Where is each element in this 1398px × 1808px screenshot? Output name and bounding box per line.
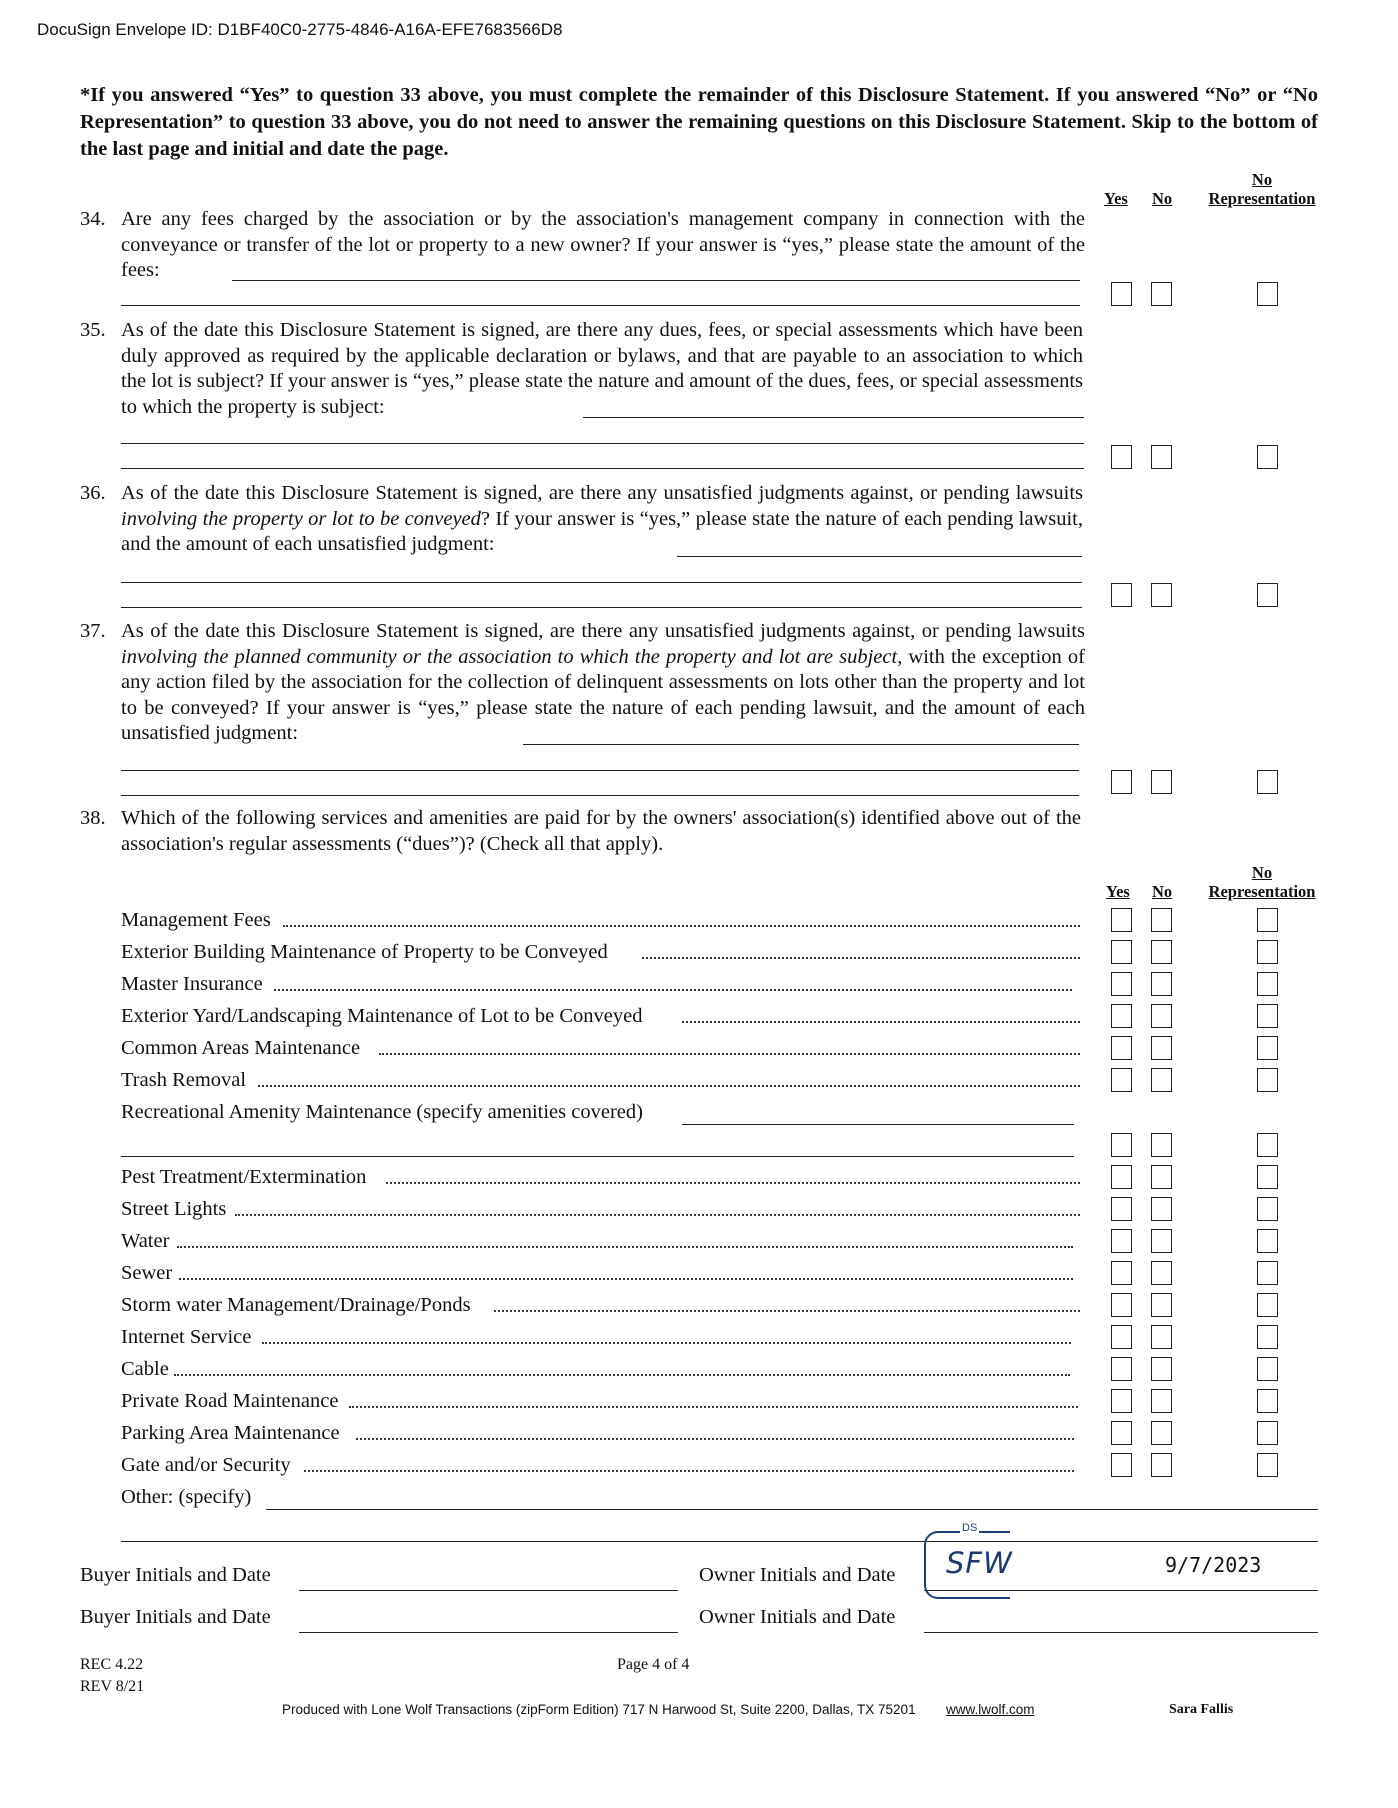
amenity-no-checkbox[interactable]	[1151, 1229, 1172, 1253]
amenity-no-rep-checkbox[interactable]	[1257, 1197, 1278, 1221]
amenity-label: Internet Service	[121, 1326, 252, 1348]
specify-line	[121, 1156, 1074, 1157]
answer-line	[121, 770, 1079, 771]
amenity-yes-checkbox[interactable]	[1111, 1229, 1132, 1253]
amenity-no-rep-checkbox[interactable]	[1257, 1357, 1278, 1381]
answer-line	[121, 305, 1080, 306]
dot-leader	[179, 1278, 1073, 1280]
amenity-label: Private Road Maintenance	[121, 1390, 339, 1412]
dot-leader	[174, 1374, 1070, 1376]
dot-leader	[177, 1246, 1073, 1248]
amenity-no-checkbox[interactable]	[1151, 1325, 1172, 1349]
q34-yes-checkbox[interactable]	[1111, 282, 1132, 306]
buyer-initials-label-1: Buyer Initials and Date	[80, 1564, 271, 1586]
dot-leader	[283, 925, 1080, 927]
amenity-no-rep-checkbox[interactable]	[1257, 940, 1278, 964]
col-header-yes: Yes	[1104, 189, 1128, 208]
buyer-initials-field-1[interactable]	[299, 1590, 678, 1591]
page-number: Page 4 of 4	[617, 1656, 690, 1673]
amenity-label: Common Areas Maintenance	[121, 1037, 361, 1059]
owner-initials-date: 9/7/2023	[1165, 1553, 1262, 1577]
amenity-no-checkbox[interactable]	[1151, 908, 1172, 932]
amenity-no-checkbox[interactable]	[1151, 1293, 1172, 1317]
dot-leader	[304, 1470, 1074, 1472]
amenity-yes-checkbox[interactable]	[1111, 1357, 1132, 1381]
q34-no-rep-checkbox[interactable]	[1257, 282, 1278, 306]
amenity-label-other: Other: (specify)	[121, 1486, 252, 1508]
amenity-no-checkbox[interactable]	[1151, 1357, 1172, 1381]
answer-line	[121, 443, 1084, 444]
docusign-ds-label: DS	[962, 1522, 978, 1534]
amenity-yes-checkbox[interactable]	[1111, 908, 1132, 932]
owner-initials-signature: SFW	[946, 1546, 1013, 1580]
amenity-no-checkbox[interactable]	[1151, 1261, 1172, 1285]
amenity-label: Trash Removal	[121, 1069, 247, 1091]
q37-yes-checkbox[interactable]	[1111, 770, 1132, 794]
col-header-no-2: No	[1152, 882, 1173, 901]
amenity-no-rep-checkbox[interactable]	[1257, 1004, 1278, 1028]
owner-initials-label-1: Owner Initials and Date	[699, 1564, 896, 1586]
amenity-yes-checkbox[interactable]	[1111, 1133, 1132, 1157]
amenity-no-rep-checkbox[interactable]	[1257, 1068, 1278, 1092]
col-header-yes-2: Yes	[1106, 882, 1130, 901]
amenity-no-rep-checkbox[interactable]	[1257, 1165, 1278, 1189]
amenity-yes-checkbox[interactable]	[1111, 1453, 1132, 1477]
amenity-no-rep-checkbox[interactable]	[1257, 1133, 1278, 1157]
amenity-label: Sewer	[121, 1262, 173, 1284]
amenity-yes-checkbox[interactable]	[1111, 1036, 1132, 1060]
amenity-yes-checkbox[interactable]	[1111, 1261, 1132, 1285]
amenity-no-rep-checkbox[interactable]	[1257, 1453, 1278, 1477]
amenity-no-checkbox[interactable]	[1151, 940, 1172, 964]
amenity-no-rep-checkbox[interactable]	[1257, 1036, 1278, 1060]
amenity-label: Parking Area Maintenance	[121, 1422, 340, 1444]
answer-line	[232, 280, 1080, 281]
col-header-no-representation: No Representation	[1208, 170, 1316, 208]
form-rev-code: REV 8/21	[80, 1678, 145, 1695]
dot-leader	[356, 1438, 1074, 1440]
amenity-yes-checkbox[interactable]	[1111, 1197, 1132, 1221]
other-specify-line	[266, 1509, 1318, 1510]
q35-yes-checkbox[interactable]	[1111, 445, 1132, 469]
col-header-no: No	[1152, 189, 1173, 208]
amenity-no-checkbox[interactable]	[1151, 1165, 1172, 1189]
q36-no-checkbox[interactable]	[1151, 583, 1172, 607]
dot-leader	[235, 1214, 1080, 1216]
dot-leader	[642, 957, 1080, 959]
owner-initials-label-2: Owner Initials and Date	[699, 1606, 896, 1628]
q35-no-rep-checkbox[interactable]	[1257, 445, 1278, 469]
other-specify-line	[121, 1541, 1318, 1542]
amenity-label: Cable	[121, 1358, 169, 1380]
dot-leader	[258, 1085, 1080, 1087]
amenity-no-rep-checkbox[interactable]	[1257, 1229, 1278, 1253]
answer-line	[121, 607, 1082, 608]
amenity-label: Exterior Yard/Landscaping Maintenance of Lot to be Conveyed	[121, 1005, 643, 1027]
answer-line	[121, 795, 1079, 796]
amenity-no-rep-checkbox[interactable]	[1257, 1261, 1278, 1285]
amenity-no-rep-checkbox[interactable]	[1257, 1293, 1278, 1317]
amenity-no-checkbox[interactable]	[1151, 1036, 1172, 1060]
amenity-yes-checkbox[interactable]	[1111, 1004, 1132, 1028]
amenity-yes-checkbox[interactable]	[1111, 1389, 1132, 1413]
q35-no-checkbox[interactable]	[1151, 445, 1172, 469]
col-header-no-representation-2: No Representation	[1208, 863, 1316, 901]
answer-line	[677, 556, 1082, 557]
buyer-initials-label-2: Buyer Initials and Date	[80, 1606, 271, 1628]
answer-line	[121, 468, 1084, 469]
lwolf-link[interactable]: www.lwolf.com	[946, 1702, 1035, 1717]
amenity-no-rep-checkbox[interactable]	[1257, 1325, 1278, 1349]
amenity-label: Gate and/or Security	[121, 1454, 291, 1476]
amenity-no-checkbox[interactable]	[1151, 1068, 1172, 1092]
amenity-label-recreational: Recreational Amenity Maintenance (specify amenities covered)	[121, 1101, 643, 1123]
dot-leader	[494, 1310, 1080, 1312]
q37-no-rep-checkbox[interactable]	[1257, 770, 1278, 794]
q34-no-checkbox[interactable]	[1151, 282, 1172, 306]
amenity-no-checkbox[interactable]	[1151, 972, 1172, 996]
amenity-no-checkbox[interactable]	[1151, 1389, 1172, 1413]
amenity-yes-checkbox[interactable]	[1111, 1293, 1132, 1317]
agent-name: Sara Fallis	[1169, 1702, 1234, 1717]
amenity-no-rep-checkbox[interactable]	[1257, 1421, 1278, 1445]
intro-instructions: *If you answered “Yes” to question 33 above, you must complete the remainder of this Disclosure Statement. If you answered “No” or “No Representation” to question 33 above, you do not need to answer the remaining questions on this Disclosure Statement. Skip to the bottom of the last page and initial and date the page.	[80, 84, 1318, 160]
dot-leader	[262, 1342, 1071, 1344]
answer-line	[583, 417, 1084, 418]
answer-line	[121, 582, 1082, 583]
amenity-label: Street Lights	[121, 1198, 227, 1220]
answer-line	[523, 744, 1079, 745]
amenity-no-rep-checkbox[interactable]	[1257, 1389, 1278, 1413]
envelope-id: DocuSign Envelope ID: D1BF40C0-2775-4846-A16A-EFE7683566D8	[37, 20, 563, 39]
amenity-no-checkbox[interactable]	[1151, 1197, 1172, 1221]
q36-yes-checkbox[interactable]	[1111, 583, 1132, 607]
dot-leader	[386, 1182, 1080, 1184]
amenity-no-checkbox[interactable]	[1151, 1453, 1172, 1477]
amenity-label: Pest Treatment/Extermination	[121, 1166, 367, 1188]
form-rec-code: REC 4.22	[80, 1656, 144, 1673]
dot-leader	[274, 989, 1072, 991]
amenity-yes-checkbox[interactable]	[1111, 1325, 1132, 1349]
dot-leader	[682, 1021, 1080, 1023]
dot-leader	[379, 1053, 1080, 1055]
buyer-initials-field-2[interactable]	[299, 1632, 678, 1633]
q37-no-checkbox[interactable]	[1151, 770, 1172, 794]
amenity-label: Water	[121, 1230, 170, 1252]
owner-initials-field-2[interactable]	[924, 1632, 1318, 1633]
amenity-yes-checkbox[interactable]	[1111, 1165, 1132, 1189]
amenity-label: Master Insurance	[121, 973, 263, 995]
amenity-no-checkbox[interactable]	[1151, 1421, 1172, 1445]
amenity-no-checkbox[interactable]	[1151, 1004, 1172, 1028]
amenity-yes-checkbox[interactable]	[1111, 972, 1132, 996]
amenity-label: Exterior Building Maintenance of Property to be Conveyed	[121, 941, 608, 963]
amenity-label: Storm water Management/Drainage/Ponds	[121, 1294, 471, 1316]
amenity-yes-checkbox[interactable]	[1111, 1421, 1132, 1445]
q36-no-rep-checkbox[interactable]	[1257, 583, 1278, 607]
produced-with-text: Produced with Lone Wolf Transactions (zipForm Edition) 717 N Harwood St, Suite 2200, Dallas, TX 75201	[282, 1702, 916, 1717]
amenity-no-checkbox[interactable]	[1151, 1133, 1172, 1157]
amenity-no-rep-checkbox[interactable]	[1257, 908, 1278, 932]
dot-leader	[349, 1406, 1078, 1408]
amenity-yes-checkbox[interactable]	[1111, 1068, 1132, 1092]
amenity-no-rep-checkbox[interactable]	[1257, 972, 1278, 996]
amenity-yes-checkbox[interactable]	[1111, 940, 1132, 964]
amenity-label: Management Fees	[121, 909, 271, 931]
specify-line	[682, 1124, 1074, 1125]
